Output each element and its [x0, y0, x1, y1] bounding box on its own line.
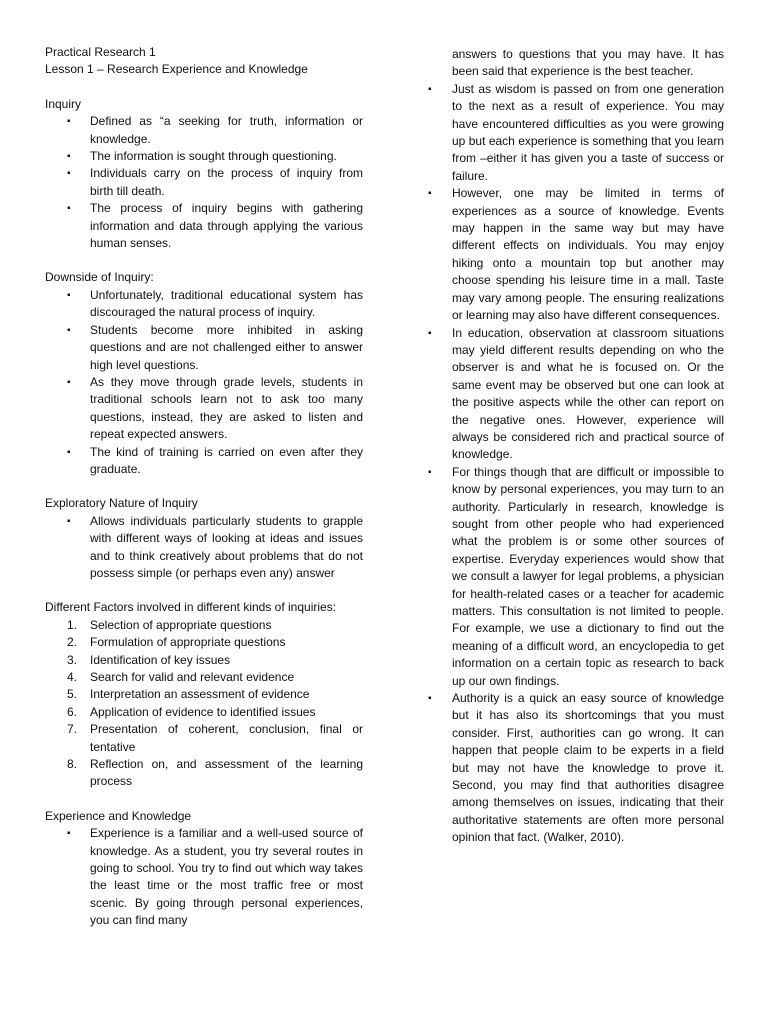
- list-item: ▪ For things though that are difficult or impossible to know by personal experiences, you may turn to an authority. Particularly in research, knowledge is sought from other people who had experienced what the problem is or some other sources of expertise. Everyday experiences would show that we consult a lawyer for legal problems, a physician for health-related cases or a teacher for academic matters. This consultation is not limited to people. For example, we use a dictionary to find out the meaning of a difficult word, an encyclopedia to get information on a certain topic as research to back up our own findings.: [428, 464, 724, 690]
- list-item: ▪ However, one may be limited in terms of experiences as a source of knowledge. Events may happen in the same way but may have different effects on individuals. You may enjoy hiking onto a mountain top but another may choose spending his leisure time in a mall. Taste may vary among people. The ensuring realizations or learning may also have different consequences.: [428, 185, 724, 324]
- list-item: ▪ The information is sought through questioning.: [45, 148, 363, 165]
- list-item: ▪ Allows individuals particularly students to grapple with different ways of looking at ideas and issues and to think creatively about problems that do not possess simple (or perhaps even any) answer: [45, 513, 363, 583]
- list-item: ▪ Unfortunately, traditional educational system has discouraged the natural process of inquiry.: [45, 287, 363, 322]
- inquiry-list: [45, 113, 363, 252]
- list-item: ▪ In education, observation at classroom situations may yield different results depending on who the observer is and what he is focused on. Or the same event may be observed but one can look at the positive aspects while the other can report on the negative ones. However, experience will always be considered rich and practical source of knowledge.: [428, 325, 724, 464]
- numbered-item: 4. Search for valid and relevant evidence: [67, 670, 295, 684]
- list-item: ▪ As they move through grade levels, students in traditional schools learn not to ask too many questions, instead, they are asked to listen and repeat expected answers.: [45, 374, 363, 444]
- list-item: ▪ Just as wisdom is passed on from one generation to the next as a result of experience. You may have encountered difficulties as you were growing up but each experience is something that you learn from –either it has given you a taste of success or failure.: [428, 81, 724, 185]
- list-item: ▪ The kind of training is carried on even after they graduate.: [45, 444, 363, 479]
- experience-heading: Experience and Knowledge: [45, 808, 192, 823]
- numbered-item: 1. Selection of appropriate questions: [67, 617, 272, 632]
- inquiry-heading: Inquiry: [45, 96, 82, 111]
- course-title: Practical Research 1: [45, 45, 156, 59]
- list-item: ▪ Experience is a familiar and a well-used source of knowledge. As a student, you try several routes in going to school. You try to find out which way takes the least time or the most traffic free or most scenic. By going through personal experiences, you can find many: [45, 825, 363, 929]
- list-item: ▪ Students become more inhibited in asking questions and are not challenged either to answer high level questions.: [45, 322, 363, 374]
- list-item: ▪ Authority is a quick an easy source of knowledge but it has also its shortcomings that you must consider. First, authorities can go wrong. It can happen that people claim to be experts in a field but may not have the knowledge to prove it. Second, you may find that authorities disagree among themselves on issues, indicating that their authoritative statements are often more personal opinion that fact. (Walker, 2010).: [428, 690, 724, 847]
- list-item: ▪ The process of inquiry begins with gathering information and data through applying the various human senses.: [45, 200, 363, 252]
- list-item: ▪ Individuals carry on the process of inquiry from birth till death.: [45, 165, 363, 200]
- lesson-title: Lesson 1 – Research Experience and Knowledge: [45, 62, 308, 77]
- right-column: [428, 46, 724, 847]
- factors-list: [45, 617, 363, 791]
- numbered-item: 7. Presentation of coherent, conclusion, final or tentative: [67, 722, 363, 754]
- factors-heading: Different Factors involved in different kinds of inquiries:: [45, 600, 337, 615]
- left-column: [45, 44, 363, 930]
- numbered-item: 5. Interpretation an assessment of evidence: [67, 687, 310, 702]
- numbered-item: 3. Identification of key issues: [67, 652, 231, 667]
- experience-list-continued: [428, 81, 724, 847]
- exploratory-heading: Exploratory Nature of Inquiry: [45, 496, 198, 511]
- exploratory-list: [45, 513, 363, 583]
- numbered-item: 6. Application of evidence to identified issues: [67, 704, 316, 719]
- list-item: ▪ Defined as “a seeking for truth, information or knowledge.: [45, 113, 363, 148]
- downside-heading: Downside of Inquiry:: [45, 270, 154, 285]
- experience-continuation: answers to questions that you may have. It has been said that experience is the best teacher.: [452, 47, 724, 79]
- numbered-item: 8. Reflection on, and assessment of the learning process: [67, 757, 363, 789]
- numbered-item: 2. Formulation of appropriate questions: [67, 635, 286, 650]
- downside-list: [45, 287, 363, 478]
- experience-list: [45, 825, 363, 929]
